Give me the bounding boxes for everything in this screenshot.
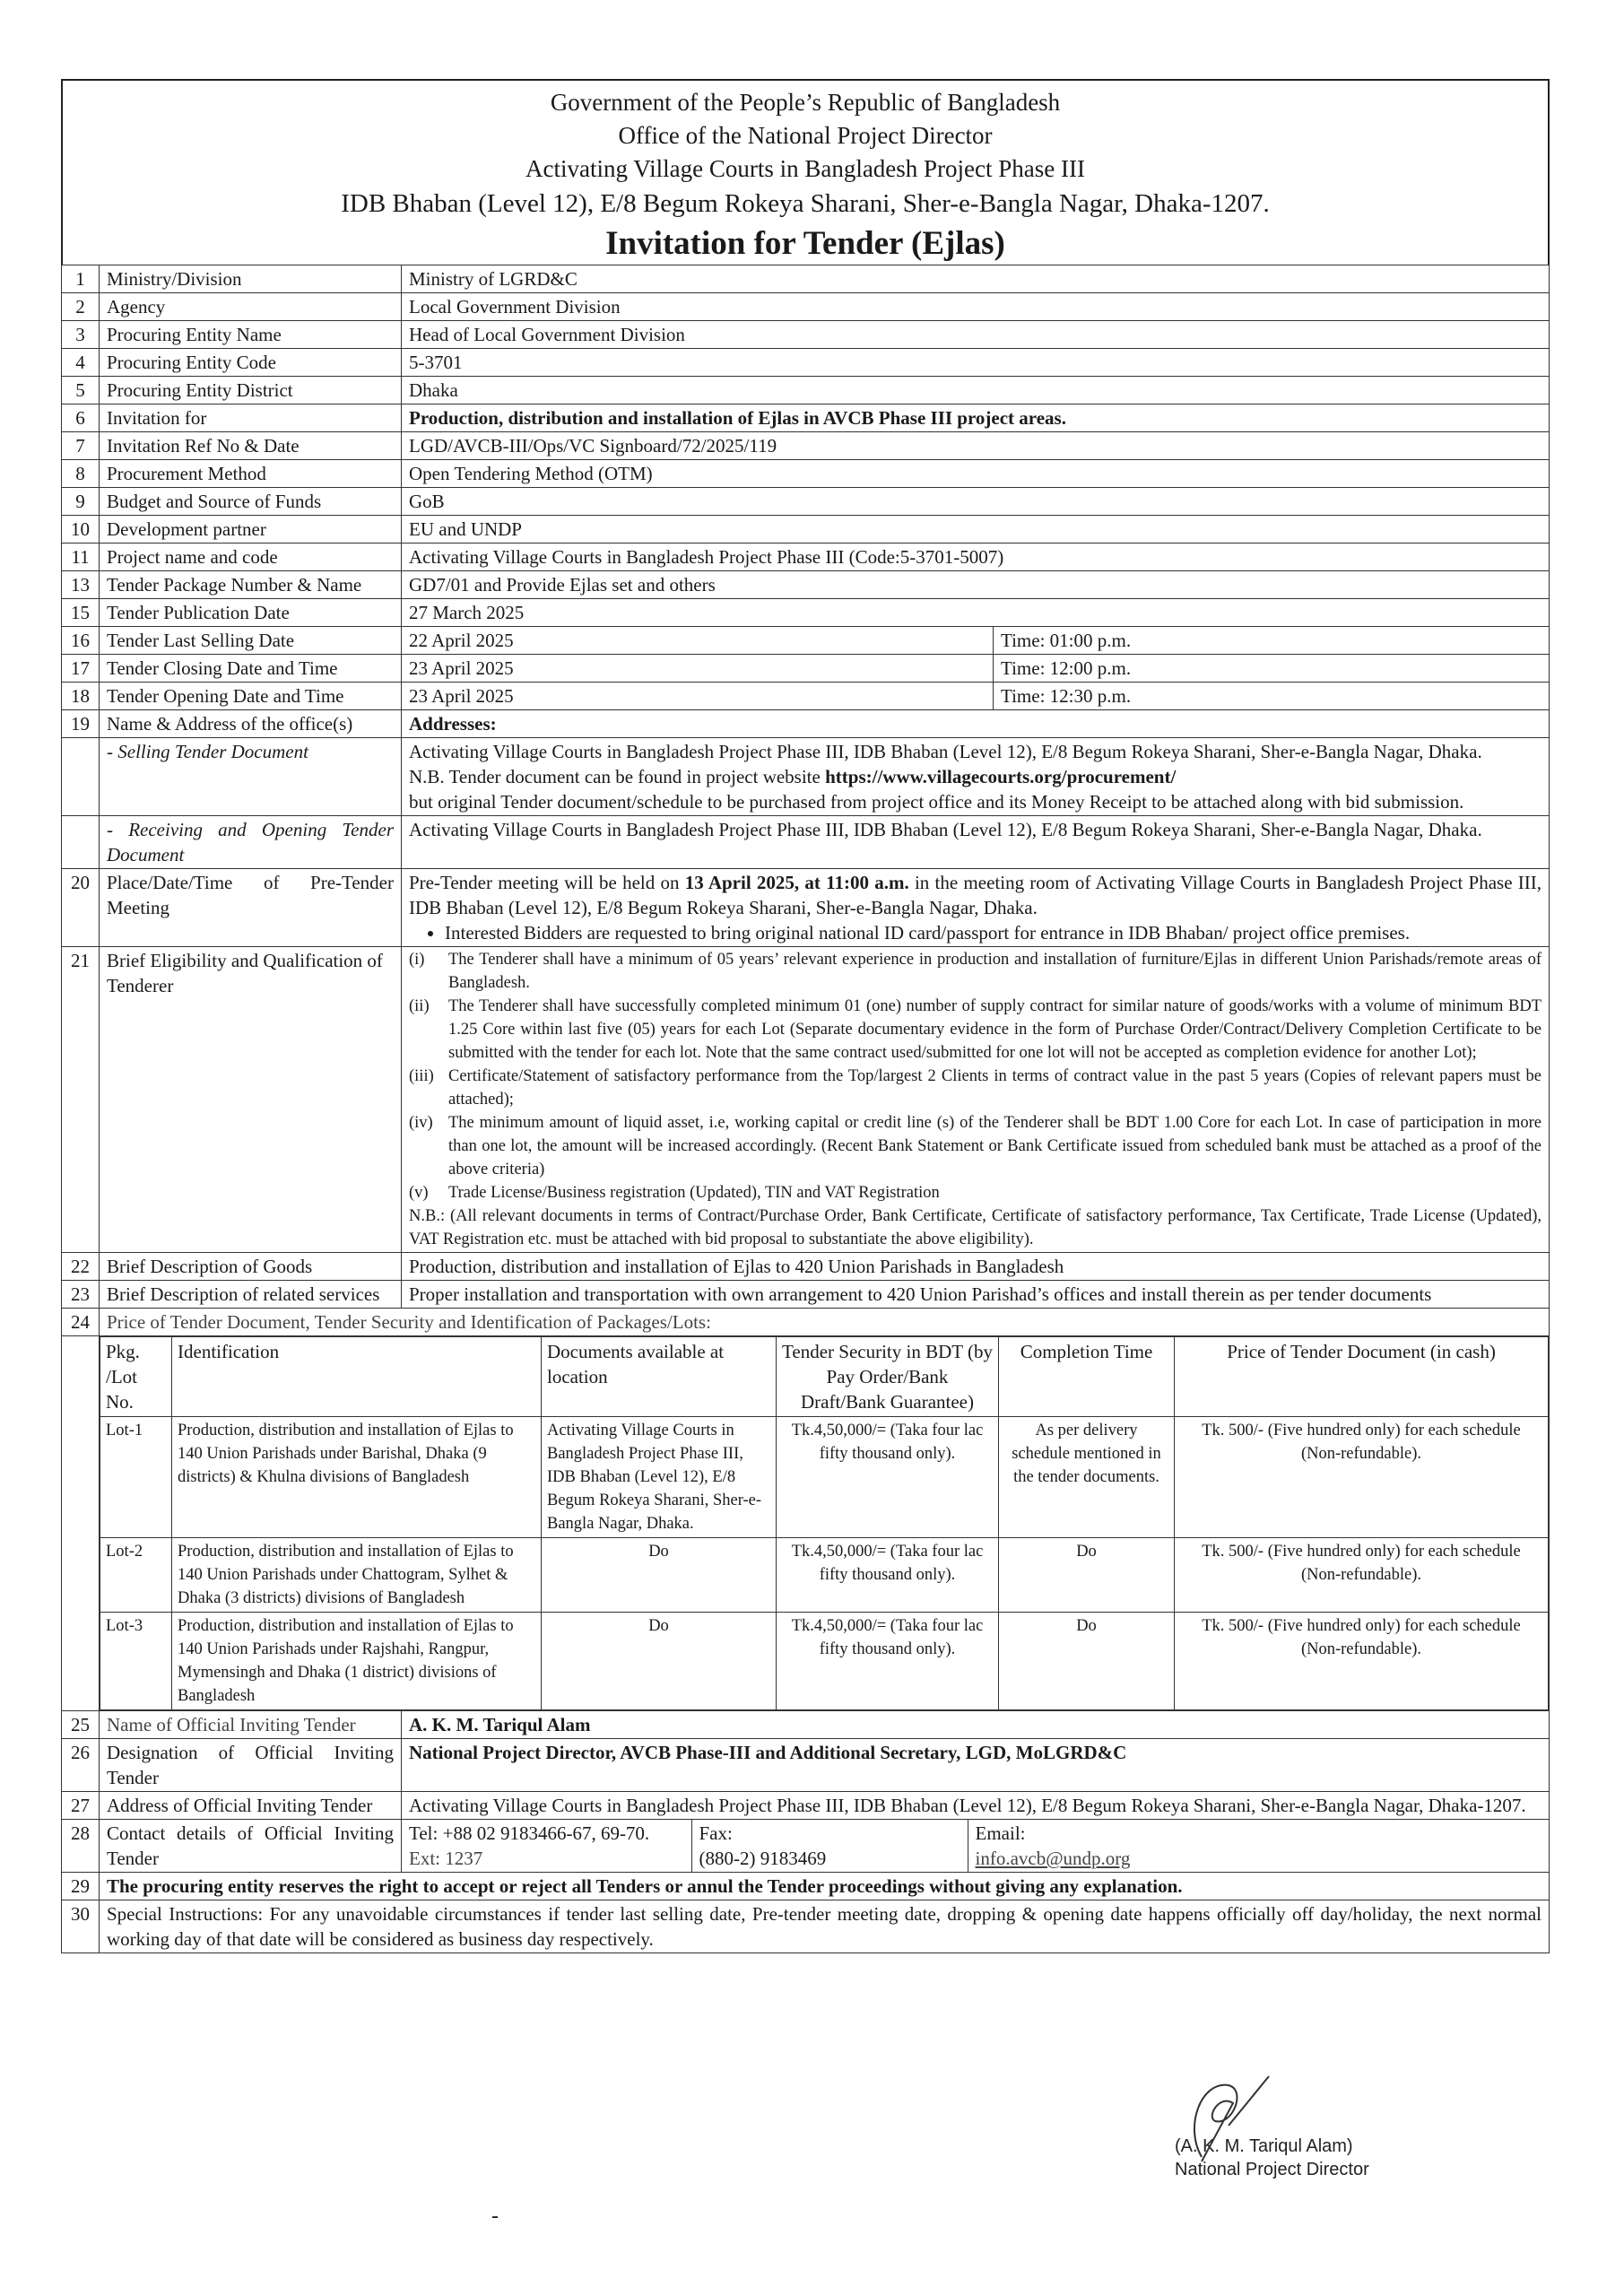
- lot-tender-security: Tk.4,50,000/= (Taka four lac fifty thousand only).: [777, 1613, 999, 1710]
- row-number: 5: [62, 377, 100, 404]
- table-row-20: [62, 869, 1550, 947]
- item-text: The Tenderer shall have a minimum of 05 years’ relevant experience in production and installation of furniture/Ejlas in different Union Parishads/remote areas of Bangladesh.: [448, 951, 1541, 992]
- row-label: Agency: [100, 293, 402, 321]
- eligibility-item: [409, 995, 1541, 1065]
- row-label: Tender Publication Date: [100, 599, 402, 627]
- row-number: 19: [62, 710, 100, 738]
- row-label: Contact details of Official Inviting Tender: [100, 1820, 402, 1873]
- row-label: Price of Tender Document, Tender Security and Identification of Packages/Lots:: [100, 1309, 1550, 1336]
- lot-number: Lot-3: [100, 1613, 172, 1710]
- table-row: [62, 710, 1550, 738]
- row-label: Brief Description of related services: [100, 1281, 402, 1309]
- row-number: 20: [62, 869, 100, 947]
- row-label: Ministry/Division: [100, 265, 402, 293]
- table-row: [62, 460, 1550, 488]
- row-number: 3: [62, 321, 100, 349]
- table-row: [62, 293, 1550, 321]
- row-label: Brief Description of Goods: [100, 1253, 402, 1281]
- procurement-link[interactable]: https://www.villagecourts.org/procurement/: [825, 766, 1177, 787]
- ext: Ext: 1237: [409, 1848, 483, 1869]
- row-label: Development partner: [100, 516, 402, 544]
- government-line: Government of the People’s Republic of Bangladesh: [550, 89, 1061, 116]
- row-number: 26: [62, 1739, 100, 1792]
- signatory-name: (A. K. M. Tariqul Alam): [1175, 2136, 1353, 2156]
- row-value: Dhaka: [402, 377, 1550, 404]
- row-value: EU and UNDP: [402, 516, 1550, 544]
- row-value: Production, distribution and installation of Ejlas to 420 Union Parishads in Bangladesh: [402, 1253, 1550, 1281]
- row-number: 16: [62, 627, 100, 655]
- fax: (880-2) 9183469: [699, 1848, 827, 1869]
- row-time: Time: 12:00 p.m.: [994, 655, 1550, 683]
- project-line: Activating Village Courts in Bangladesh Project Phase III: [525, 155, 1085, 182]
- table-row: [62, 571, 1550, 599]
- lots-column-header: Identification: [172, 1337, 542, 1417]
- meeting-post: in the meeting room of Activating Village Courts in Bangladesh Project Phase III, IDB Bhaban (Level 12), E/8 Begum Rokeya Sharani, Sher-e-Bangla Nagar, Dhaka.: [409, 872, 1541, 918]
- lot-documents-location: Do: [542, 1613, 777, 1710]
- table-row: [62, 404, 1550, 432]
- row-label: Tender Closing Date and Time: [100, 655, 402, 683]
- row-value: 23 April 2025: [402, 655, 994, 683]
- table-row: [62, 544, 1550, 571]
- lot-completion-time: As per delivery schedule mentioned in the tender documents.: [999, 1417, 1175, 1538]
- table-row: [62, 349, 1550, 377]
- row-label: Procurement Method: [100, 460, 402, 488]
- row-number: 17: [62, 655, 100, 683]
- row-value: Local Government Division: [402, 293, 1550, 321]
- row-number: 29: [62, 1873, 100, 1900]
- table-row-selling: [62, 738, 1550, 816]
- row-value: 5-3701: [402, 349, 1550, 377]
- row-label: Name of Official Inviting Tender: [100, 1711, 402, 1739]
- row-number: 8: [62, 460, 100, 488]
- row-value: 27 March 2025: [402, 599, 1550, 627]
- lots-column-header: Tender Security in BDT (by Pay Order/Bank Draft/Bank Guarantee): [777, 1337, 999, 1417]
- tender-document: [61, 79, 1550, 1953]
- item-text: Certificate/Statement of satisfactory performance from the Top/largest 2 Clients in terms of contract value in the past 5 years (Copies of relevant papers must be attached);: [448, 1067, 1541, 1109]
- row-number: 24: [62, 1309, 100, 1336]
- row-value: Ministry of LGRD&C: [402, 265, 1550, 293]
- row-number: 27: [62, 1792, 100, 1820]
- row-number: 2: [62, 293, 100, 321]
- table-row: [62, 516, 1550, 544]
- item-numeral: (iv): [409, 1114, 433, 1132]
- row-label: Brief Eligibility and Qualification of Tenderer: [100, 947, 402, 1253]
- row-value: 23 April 2025: [402, 683, 994, 710]
- signatory-title: National Project Director: [1175, 2160, 1369, 2179]
- lot-number: Lot-2: [100, 1538, 172, 1613]
- row-label: Procuring Entity Code: [100, 349, 402, 377]
- row-value: Head of Local Government Division: [402, 321, 1550, 349]
- lot-completion-time: Do: [999, 1538, 1175, 1613]
- item-numeral: (ii): [409, 997, 430, 1015]
- lot-documents-location: Activating Village Courts in Bangladesh Project Phase III, IDB Bhaban (Level 12), E/8 Begum Rokeya Sharani, Sher-e-Bangla Nagar, Dhaka.: [542, 1417, 777, 1538]
- stray-mark: -: [491, 2205, 499, 2228]
- table-row-23: [62, 1281, 1550, 1309]
- row-label: Invitation Ref No & Date: [100, 432, 402, 460]
- table-row-24: [62, 1309, 1550, 1336]
- eligibility-list: [409, 948, 1541, 1205]
- bullet-item: • Interested Bidders are requested to bring original national ID card/passport for entrance in IDB Bhaban/ project office premises.: [445, 920, 1541, 945]
- table-row-28: [62, 1820, 1550, 1873]
- row-number: 7: [62, 432, 100, 460]
- row-number: 10: [62, 516, 100, 544]
- tender-info-table: [61, 265, 1550, 1953]
- row-number: 25: [62, 1711, 100, 1739]
- table-row-22: [62, 1253, 1550, 1281]
- lot-tender-security: Tk.4,50,000/= (Taka four lac fifty thousand only).: [777, 1538, 999, 1613]
- row-label: Place/Date/Time of Pre-Tender Meeting: [100, 869, 402, 947]
- lot-row: [100, 1538, 1549, 1613]
- receiving-address: Activating Village Courts in Bangladesh Project Phase III, IDB Bhaban (Level 12), E/8 Begum Rokeya Sharani, Sher-e-Bangla Nagar, Dhaka.: [402, 816, 1550, 869]
- lot-tender-security: Tk.4,50,000/= (Taka four lac fifty thousand only).: [777, 1417, 999, 1538]
- table-row: [62, 655, 1550, 683]
- row-number: 22: [62, 1253, 100, 1281]
- row-label: Tender Last Selling Date: [100, 627, 402, 655]
- document-header: [61, 79, 1550, 265]
- official-name: A. K. M. Tariqul Alam: [402, 1711, 1550, 1739]
- row-label: Tender Package Number & Name: [100, 571, 402, 599]
- lots-table: [100, 1336, 1549, 1710]
- row-number: 11: [62, 544, 100, 571]
- lot-document-price: Tk. 500/- (Five hundred only) for each schedule (Non-refundable).: [1175, 1613, 1549, 1710]
- eligibility-item: [409, 1181, 1541, 1205]
- row-number: 28: [62, 1820, 100, 1873]
- office-line: Office of the National Project Director: [618, 122, 993, 149]
- address-line: IDB Bhaban (Level 12), E/8 Begum Rokeya Sharani, Sher-e-Bangla Nagar, Dhaka-1207.: [341, 189, 1270, 218]
- table-row-30: [62, 1900, 1550, 1953]
- table-row-21: [62, 947, 1550, 1253]
- nb-text: N.B. Tender document can be found in project website: [409, 766, 826, 787]
- eligibility-item: [409, 1111, 1541, 1181]
- table-row-receiving: [62, 816, 1550, 869]
- lot-row: [100, 1613, 1549, 1710]
- tel: Tel: +88 02 9183466-67, 69-70.: [409, 1822, 650, 1844]
- row-number: 4: [62, 349, 100, 377]
- table-row: [62, 683, 1550, 710]
- row-number: 9: [62, 488, 100, 516]
- table-row: [62, 321, 1550, 349]
- table-row: [62, 599, 1550, 627]
- row-label: Invitation for: [100, 404, 402, 432]
- item-text: The minimum amount of liquid asset, i.e, working capital or credit line (s) of the Tenderer shall be BDT 1.00 Core for each Lot. In case of participation in more than one lot, the amount will be increased accordingly. (Recent Bank Statement or Bank Certificate issued from scheduled bank must be attached as a proof of the above criteria): [448, 1114, 1541, 1178]
- lots-header-row: [100, 1337, 1549, 1417]
- email-label: Email:: [975, 1822, 1026, 1844]
- row-value: Activating Village Courts in Bangladesh Project Phase III (Code:5-3701-5007): [402, 544, 1550, 571]
- lot-completion-time: Do: [999, 1613, 1175, 1710]
- lots-column-header: Price of Tender Document (in cash): [1175, 1337, 1549, 1417]
- row-value: Proper installation and transportation with own arrangement to 420 Union Parishad’s offices and install therein as per tender documents: [402, 1281, 1550, 1309]
- lot-identification: Production, distribution and installation of Ejlas to 140 Union Parishads under Rajshahi, Rangpur, Mymensingh and Dhaka (1 district) divisions of Bangladesh: [172, 1613, 542, 1710]
- official-address: Activating Village Courts in Bangladesh Project Phase III, IDB Bhaban (Level 12), E/8 Begum Rokeya Sharani, Sher-e-Bangla Nagar, Dhaka-1207.: [402, 1792, 1550, 1820]
- page-title: Invitation for Tender (Ejlas): [605, 225, 1005, 262]
- table-row-29: [62, 1873, 1550, 1900]
- lots-column-header: Pkg. /Lot No.: [100, 1337, 172, 1417]
- row-label: Address of Official Inviting Tender: [100, 1792, 402, 1820]
- eligibility-item: [409, 1065, 1541, 1111]
- special-instructions: Special Instructions: For any unavoidable circumstances if tender last selling date, Pre-tender meeting date, dropping & opening date happens officially off day/holiday, the next normal working day of that date will be considered as business day respectively.: [100, 1900, 1550, 1953]
- row-value: Addresses:: [402, 710, 1550, 738]
- reservation-note: The procuring entity reserves the right to accept or reject all Tenders or annul the Tender proceedings without giving any explanation.: [100, 1873, 1550, 1900]
- lots-row: [62, 1336, 1550, 1711]
- table-row: [62, 432, 1550, 460]
- row-label: Designation of Official Inviting Tender: [100, 1739, 402, 1792]
- row-number: 21: [62, 947, 100, 1253]
- row-number: 18: [62, 683, 100, 710]
- row-label: Name & Address of the office(s): [100, 710, 402, 738]
- item-numeral: (v): [409, 1184, 429, 1202]
- eligibility-item: [409, 948, 1541, 995]
- item-text: The Tenderer shall have successfully completed minimum 01 (one) number of supply contract for similar nature of goods/works with a volume of minimum BDT 1.25 Core within last five (05) years for each Lot (Separate documentary evidence in the form of Purchase Order/Contract/Delivery Completion Certificate to be submitted with the tender for each lot. Note that the same contract used/submitted for one lot will not be accepted as completion evidence for another Lot);: [448, 997, 1541, 1062]
- table-row-25: [62, 1711, 1550, 1739]
- table-row: [62, 488, 1550, 516]
- meeting-pre: Pre-Tender meeting will be held on: [409, 872, 685, 893]
- selling-address: Activating Village Courts in Bangladesh Project Phase III, IDB Bhaban (Level 12), E/8 Begum Rokeya Sharani, Sher-e-Bangla Nagar, Dhaka.: [409, 741, 1482, 762]
- item-numeral: (iii): [409, 1067, 434, 1085]
- lot-row: [100, 1417, 1549, 1538]
- row-label: Budget and Source of Funds: [100, 488, 402, 516]
- fax-label: Fax:: [699, 1822, 733, 1844]
- lot-documents-location: Do: [542, 1538, 777, 1613]
- row-value: LGD/AVCB-III/Ops/VC Signboard/72/2025/119: [402, 432, 1550, 460]
- row-number: 6: [62, 404, 100, 432]
- lot-document-price: Tk. 500/- (Five hundred only) for each schedule (Non-refundable).: [1175, 1417, 1549, 1538]
- row-label: - Receiving and Opening Tender Document: [100, 816, 402, 869]
- row-number: 15: [62, 599, 100, 627]
- row-number: 30: [62, 1900, 100, 1953]
- row-label: - Selling Tender Document: [100, 738, 402, 816]
- row-value: GD7/01 and Provide Ejlas set and others: [402, 571, 1550, 599]
- official-designation: National Project Director, AVCB Phase-III and Additional Secretary, LGD, MoLGRD&C: [402, 1739, 1550, 1792]
- table-row: [62, 627, 1550, 655]
- row-time: Time: 12:30 p.m.: [994, 683, 1550, 710]
- table-row-27: [62, 1792, 1550, 1820]
- item-text: Trade License/Business registration (Updated), TIN and VAT Registration: [448, 1184, 940, 1202]
- row-label: Project name and code: [100, 544, 402, 571]
- row-label: Tender Opening Date and Time: [100, 683, 402, 710]
- table-row-26: [62, 1739, 1550, 1792]
- lot-identification: Production, distribution and installation of Ejlas to 140 Union Parishads under Chattogram, Sylhet & Dhaka (3 districts) divisions of Bangladesh: [172, 1538, 542, 1613]
- signature-block: [1175, 2135, 1444, 2181]
- row-label: Procuring Entity District: [100, 377, 402, 404]
- row-number: 23: [62, 1281, 100, 1309]
- lot-identification: Production, distribution and installation of Ejlas to 140 Union Parishads under Barishal, Dhaka (9 districts) & Khulna divisions of Bangladesh: [172, 1417, 542, 1538]
- row-value: Open Tendering Method (OTM): [402, 460, 1550, 488]
- meeting-datetime: 13 April 2025, at 11:00 a.m.: [684, 872, 909, 893]
- row-number: 1: [62, 265, 100, 293]
- row-number: 13: [62, 571, 100, 599]
- table-row: [62, 265, 1550, 293]
- table-row: [62, 377, 1550, 404]
- lot-document-price: Tk. 500/- (Five hundred only) for each schedule (Non-refundable).: [1175, 1538, 1549, 1613]
- item-numeral: (i): [409, 951, 425, 969]
- row-time: Time: 01:00 p.m.: [994, 627, 1550, 655]
- lot-number: Lot-1: [100, 1417, 172, 1538]
- signature-icon: [1166, 2072, 1291, 2170]
- row-value: Production, distribution and installation of Ejlas in AVCB Phase III project areas.: [402, 404, 1550, 432]
- lots-column-header: Documents available at location: [542, 1337, 777, 1417]
- nb-rest: but original Tender document/schedule to be purchased from project office and its Money Receipt to be attached along with bid submission.: [409, 791, 1464, 813]
- lots-column-header: Completion Time: [999, 1337, 1175, 1417]
- row-value: GoB: [402, 488, 1550, 516]
- row-value: 22 April 2025: [402, 627, 994, 655]
- row-label: Procuring Entity Name: [100, 321, 402, 349]
- email-link[interactable]: info.avcb@undp.org: [975, 1848, 1131, 1869]
- eligibility-nb: N.B.: (All relevant documents in terms of Contract/Purchase Order, Bank Certificate, Certificate of satisfactory performance, Tax Certificate, Trade License (Updated), VAT Registration etc. must be attached with bid proposal to substantiate the above eligibility).: [409, 1207, 1541, 1248]
